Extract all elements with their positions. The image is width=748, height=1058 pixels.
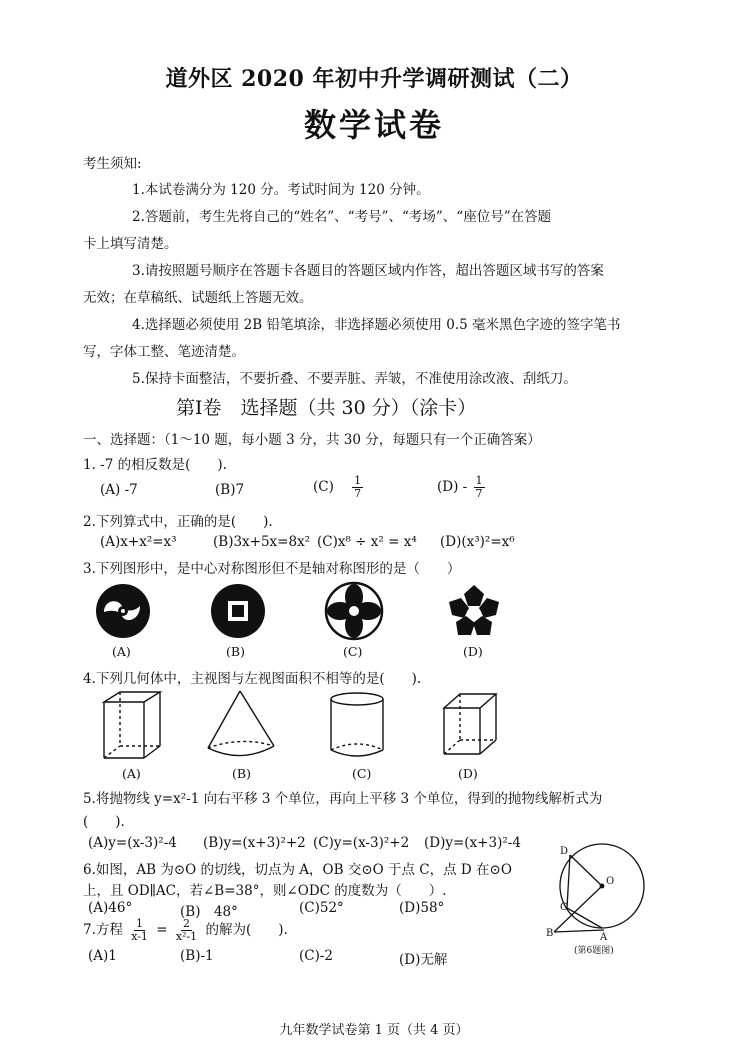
- q2-option-a: (A)x+x²=x³: [100, 534, 177, 550]
- notice-heading: 考生须知:: [83, 156, 142, 172]
- page-footer: 九年数学试卷第 1 页（共 4 页）: [279, 1023, 469, 1038]
- q7-option-c: (C)-2: [299, 948, 334, 964]
- q6-label-a: A: [600, 932, 608, 943]
- notice-item-4: 4.选择题必须使用 2B 铅笔填涂，非选择题必须使用 0.5 毫米黑色字迹的签字笔书: [132, 317, 621, 333]
- q2-option-d: (D)(x³)²=x⁶: [440, 534, 515, 550]
- q1-option-b: (B)7: [215, 482, 245, 498]
- q7-f1-den: x-1: [131, 930, 148, 943]
- q1-stem: 1. -7 的相反数是( ).: [83, 457, 227, 473]
- q3-caption-a: (A): [112, 644, 131, 659]
- q1-option-c: [313, 475, 365, 500]
- q1-option-a: (A) -7: [100, 482, 138, 498]
- q7-f2-num: 2: [183, 917, 190, 930]
- q3-figure-a-taiji: [92, 582, 154, 640]
- q7-fraction-right: [174, 918, 199, 943]
- q5-option-c: (C)y=(x-3)²+2: [313, 835, 410, 851]
- q3-caption-c: (C): [343, 644, 363, 659]
- q2-option-b: (B)3x+5x=8x²: [213, 534, 311, 550]
- notice-item-2: 2.答题前，考生先将自己的“姓名”、“考号”、“考场”、“座位号”在答题: [132, 209, 552, 225]
- q5-option-b: (B)y=(x+3)²+2: [203, 835, 306, 851]
- q7-equals: =: [156, 922, 168, 938]
- q3-stem: 3.下列图形中，是中心对称图形但不是轴对称图形的是（ ）: [83, 561, 461, 577]
- q3-caption-b: (B): [226, 644, 245, 659]
- q4-caption-d: (D): [458, 766, 478, 781]
- q7-stem-post: 的解为( ).: [205, 922, 288, 938]
- q7-option-b: (B)-1: [180, 948, 214, 964]
- q7-option-a: (A)1: [88, 948, 117, 964]
- q2-stem: 2.下列算式中，正确的是( ).: [83, 514, 273, 530]
- q1-d-frac-num: 1: [475, 474, 483, 487]
- q6-label-o: O: [606, 876, 615, 887]
- notice-item-2-cont: 卡上填写清楚。: [83, 236, 178, 252]
- q1-c-frac-num: 1: [354, 474, 362, 487]
- part-intro: 一、选择题：（1～10 题，每小题 3 分，共 30 分，每题只有一个正确答案）: [83, 432, 541, 448]
- q6-label-d: D: [560, 846, 569, 857]
- notice-item-3: 3.请按照题号顺序在答题卡各题目的答题区域内作答，超出答题区域书写的答案: [132, 263, 604, 279]
- subject-title: 数学试卷: [303, 106, 444, 144]
- notice-item-3-cont: 无效；在草稿纸、试题纸上答题无效。: [83, 290, 313, 306]
- q1-c-frac-den: 7: [354, 487, 362, 500]
- q4-caption-a: (A): [122, 766, 141, 781]
- q4-caption-b: (B): [232, 766, 251, 781]
- section-title: 第Ⅰ卷 选择题（共 30 分）（涂卡）: [176, 397, 477, 419]
- q7-fraction-left: [129, 918, 150, 943]
- q4-figure-b-cone: [204, 688, 280, 762]
- q1-d-fraction: [474, 475, 485, 500]
- q5-stem-line1: 5.将抛物线 y=x²-1 向右平移 3 个单位，再向上平移 3 个单位，得到的抛物线解析式为: [83, 791, 603, 807]
- q7-f1-num: 1: [136, 917, 144, 930]
- q1-option-c-label: (C): [313, 479, 334, 495]
- q6-option-b: (B) 48°: [180, 904, 238, 920]
- q3-figure-d-pentagons: [443, 580, 505, 642]
- q4-figure-a-prism: [100, 688, 164, 762]
- exam-title: 道外区 2020 年初中升学调研测试（二）: [165, 66, 583, 92]
- notice-item-1: 1.本试卷满分为 120 分。考试时间为 120 分钟。: [132, 182, 430, 198]
- q5-option-d: (D)y=(x+3)²-4: [424, 835, 521, 851]
- q3-figure-b-coin: [208, 582, 268, 640]
- q6-label-b: B: [546, 928, 554, 939]
- q6-figure-caption: (第6题图): [574, 946, 614, 956]
- q1-d-frac-den: 7: [475, 487, 483, 500]
- q6-option-d: (D)58°: [399, 900, 445, 916]
- q1-option-d: [437, 475, 487, 500]
- q4-figure-c-cylinder: [326, 690, 388, 762]
- q4-figure-d-cube: [440, 690, 502, 760]
- q7-f2-den: x²-1: [175, 930, 198, 943]
- q3-figure-c-flower: [323, 580, 385, 642]
- notice-item-4-cont: 写，字体工整、笔迹清楚。: [83, 344, 245, 360]
- q1-c-fraction: [352, 475, 363, 500]
- q1-option-d-label: (D) -: [437, 479, 468, 495]
- q7-option-d: (D)无解: [399, 952, 448, 968]
- q7-stem-pre: 7.方程: [83, 922, 123, 938]
- q5-stem-line2: ( ).: [83, 814, 125, 830]
- q2-option-c: (C)x⁸ ÷ x² = x⁴: [317, 534, 417, 550]
- q3-caption-d: (D): [463, 644, 483, 659]
- q6-stem-line2: 上，且 OD∥AC，若∠B=38°，则∠ODC 的度数为（ ）.: [83, 883, 447, 899]
- q4-caption-c: (C): [352, 766, 372, 781]
- q7-stem: [83, 918, 288, 943]
- q6-stem-line1: 6.如图，AB 为⊙O 的切线，切点为 A，OB 交⊙O 于点 C，点 D 在⊙O: [83, 862, 512, 878]
- q5-option-a: (A)y=(x-3)²-4: [88, 835, 177, 851]
- notice-item-5: 5.保持卡面整洁，不要折叠、不要弄脏、弄皱，不准使用涂改液、刮纸刀。: [132, 371, 577, 387]
- q6-option-a: (A)46°: [88, 900, 133, 916]
- q4-stem: 4.下列几何体中，主视图与左视图面积不相等的是( ).: [83, 671, 422, 687]
- q6-label-c: C: [560, 902, 568, 913]
- q6-option-c: (C)52°: [299, 900, 344, 916]
